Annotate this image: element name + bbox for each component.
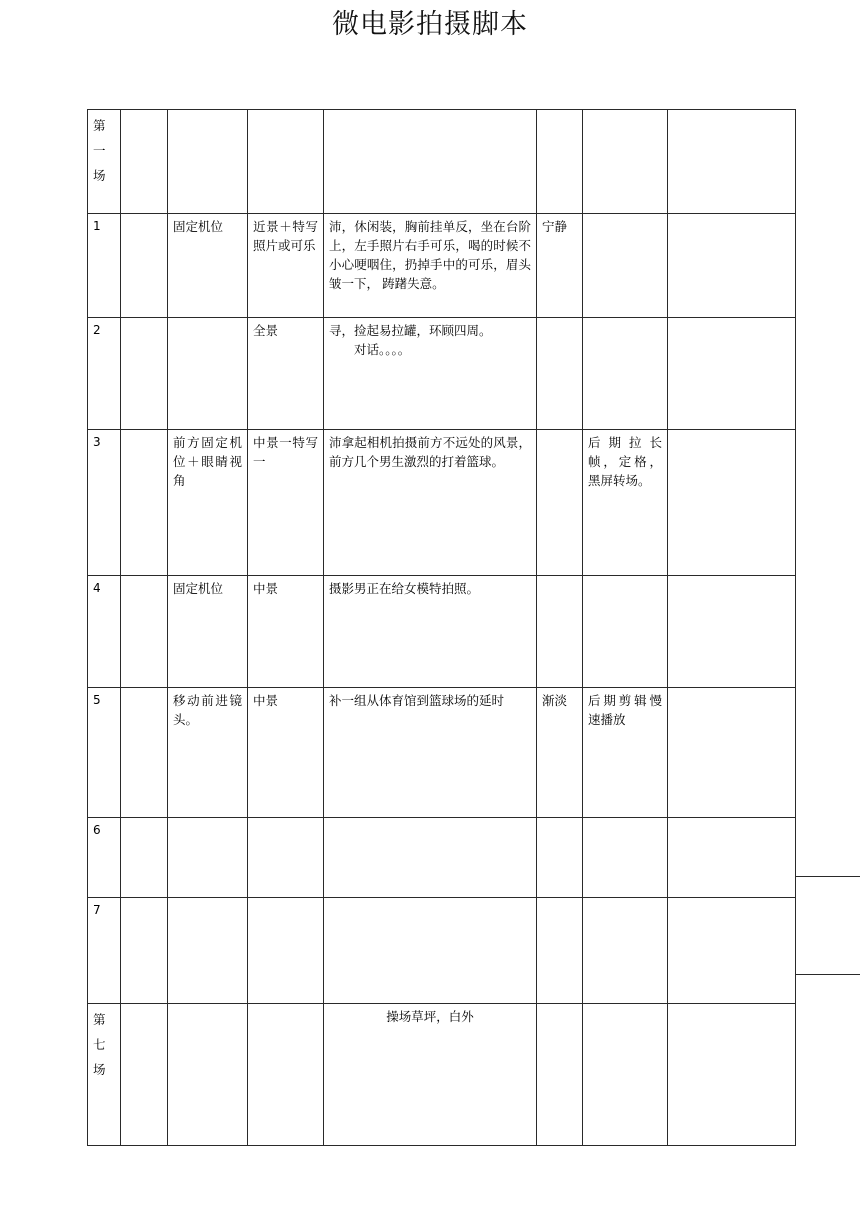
cell-time	[121, 818, 168, 898]
table-row	[88, 818, 796, 898]
cell-shot	[248, 818, 324, 898]
cell-camera	[168, 818, 248, 898]
cell-shot: 中景一特写一	[248, 430, 324, 576]
page-title: 微电影拍摄脚本	[332, 9, 528, 40]
cell-post	[583, 576, 668, 688]
cell-extra	[668, 576, 796, 688]
cell-mood	[537, 430, 583, 576]
cell-shot	[248, 110, 324, 214]
cell-scene	[88, 1004, 121, 1146]
cell-camera: 前方固定机位＋眼睛视角	[168, 430, 248, 576]
cell-post	[583, 318, 668, 430]
cell-mood	[537, 1004, 583, 1146]
cell-post	[583, 110, 668, 214]
cell-shot: 中景	[248, 576, 324, 688]
cell-shot-number: 6	[88, 818, 121, 898]
cell-extra	[668, 318, 796, 430]
cell-shot-number: 1	[88, 214, 121, 318]
cell-shot: 近景＋特写照片或可乐	[248, 214, 324, 318]
scene-char: 第	[93, 119, 106, 133]
table-row	[88, 318, 796, 430]
cell-shot-number: 5	[88, 688, 121, 818]
overflow-rule-line	[795, 974, 860, 975]
table-row	[88, 214, 796, 318]
storyboard-table	[87, 109, 796, 1146]
cell-camera	[168, 898, 248, 1004]
cell-time	[121, 1004, 168, 1146]
cell-shot-number: 3	[88, 430, 121, 576]
scene-char: 第	[93, 1013, 106, 1027]
cell-post: 后期拉长帧，定格，黑屏转场。	[583, 430, 668, 576]
cell-extra	[668, 1004, 796, 1146]
cell-post: 后期剪辑慢速播放	[583, 688, 668, 818]
table-row	[88, 1004, 796, 1146]
scene-char: 七	[93, 1038, 106, 1052]
table-row	[88, 110, 796, 214]
cell-post	[583, 1004, 668, 1146]
cell-description: 摄影男正在给女模特拍照。	[324, 576, 537, 688]
cell-shot	[248, 1004, 324, 1146]
cell-shot-number: 2	[88, 318, 121, 430]
cell-shot-number: 4	[88, 576, 121, 688]
cell-description	[324, 818, 537, 898]
cell-mood	[537, 318, 583, 430]
cell-extra	[668, 818, 796, 898]
scene-label-vertical	[93, 1008, 106, 1083]
cell-camera: 固定机位	[168, 214, 248, 318]
cell-scene	[88, 110, 121, 214]
cell-extra	[668, 110, 796, 214]
cell-camera: 固定机位	[168, 576, 248, 688]
scene-char: 一	[93, 144, 106, 158]
cell-post	[583, 818, 668, 898]
cell-time	[121, 898, 168, 1004]
cell-time	[121, 430, 168, 576]
overflow-rule-line	[795, 876, 860, 877]
cell-time	[121, 110, 168, 214]
cell-description: 操场草坪，白外	[324, 1004, 537, 1146]
cell-mood	[537, 110, 583, 214]
cell-camera	[168, 1004, 248, 1146]
cell-post	[583, 898, 668, 1004]
scene-char: 场	[93, 1063, 106, 1077]
cell-time	[121, 688, 168, 818]
table-row	[88, 576, 796, 688]
cell-time	[121, 214, 168, 318]
cell-camera: 移动前进镜头。	[168, 688, 248, 818]
scene-char: 场	[93, 169, 106, 183]
cell-description	[324, 898, 537, 1004]
cell-shot	[248, 898, 324, 1004]
cell-description: 沛，休闲装，胸前挂单反，坐在台阶上，左手照片右手可乐，喝的时候不小心哽咽住，扔掉手中的可乐，眉头皱一下， 踌躇失意。	[324, 214, 537, 318]
cell-shot: 中景	[248, 688, 324, 818]
table-row	[88, 430, 796, 576]
cell-mood: 渐淡	[537, 688, 583, 818]
cell-mood: 宁静	[537, 214, 583, 318]
description-line: 寻，捡起易拉罐，环顾四周。	[329, 324, 492, 338]
cell-shot: 全景	[248, 318, 324, 430]
cell-shot-number: 7	[88, 898, 121, 1004]
cell-camera	[168, 318, 248, 430]
cell-mood	[537, 898, 583, 1004]
scene-label-vertical	[93, 114, 106, 189]
table-row	[88, 688, 796, 818]
cell-extra	[668, 898, 796, 1004]
cell-description	[324, 110, 537, 214]
table-row	[88, 898, 796, 1004]
cell-time	[121, 318, 168, 430]
cell-mood	[537, 576, 583, 688]
cell-extra	[668, 430, 796, 576]
cell-description	[324, 318, 537, 430]
cell-post	[583, 214, 668, 318]
cell-description: 补一组从体育馆到篮球场的延时	[324, 688, 537, 818]
cell-camera	[168, 110, 248, 214]
cell-extra	[668, 214, 796, 318]
cell-extra	[668, 688, 796, 818]
cell-mood	[537, 818, 583, 898]
cell-time	[121, 576, 168, 688]
cell-description: 沛拿起相机拍摄前方不远处的风景，前方几个男生激烈的打着篮球。	[324, 430, 537, 576]
description-line-dialogue: 对话。。。。	[354, 343, 411, 357]
